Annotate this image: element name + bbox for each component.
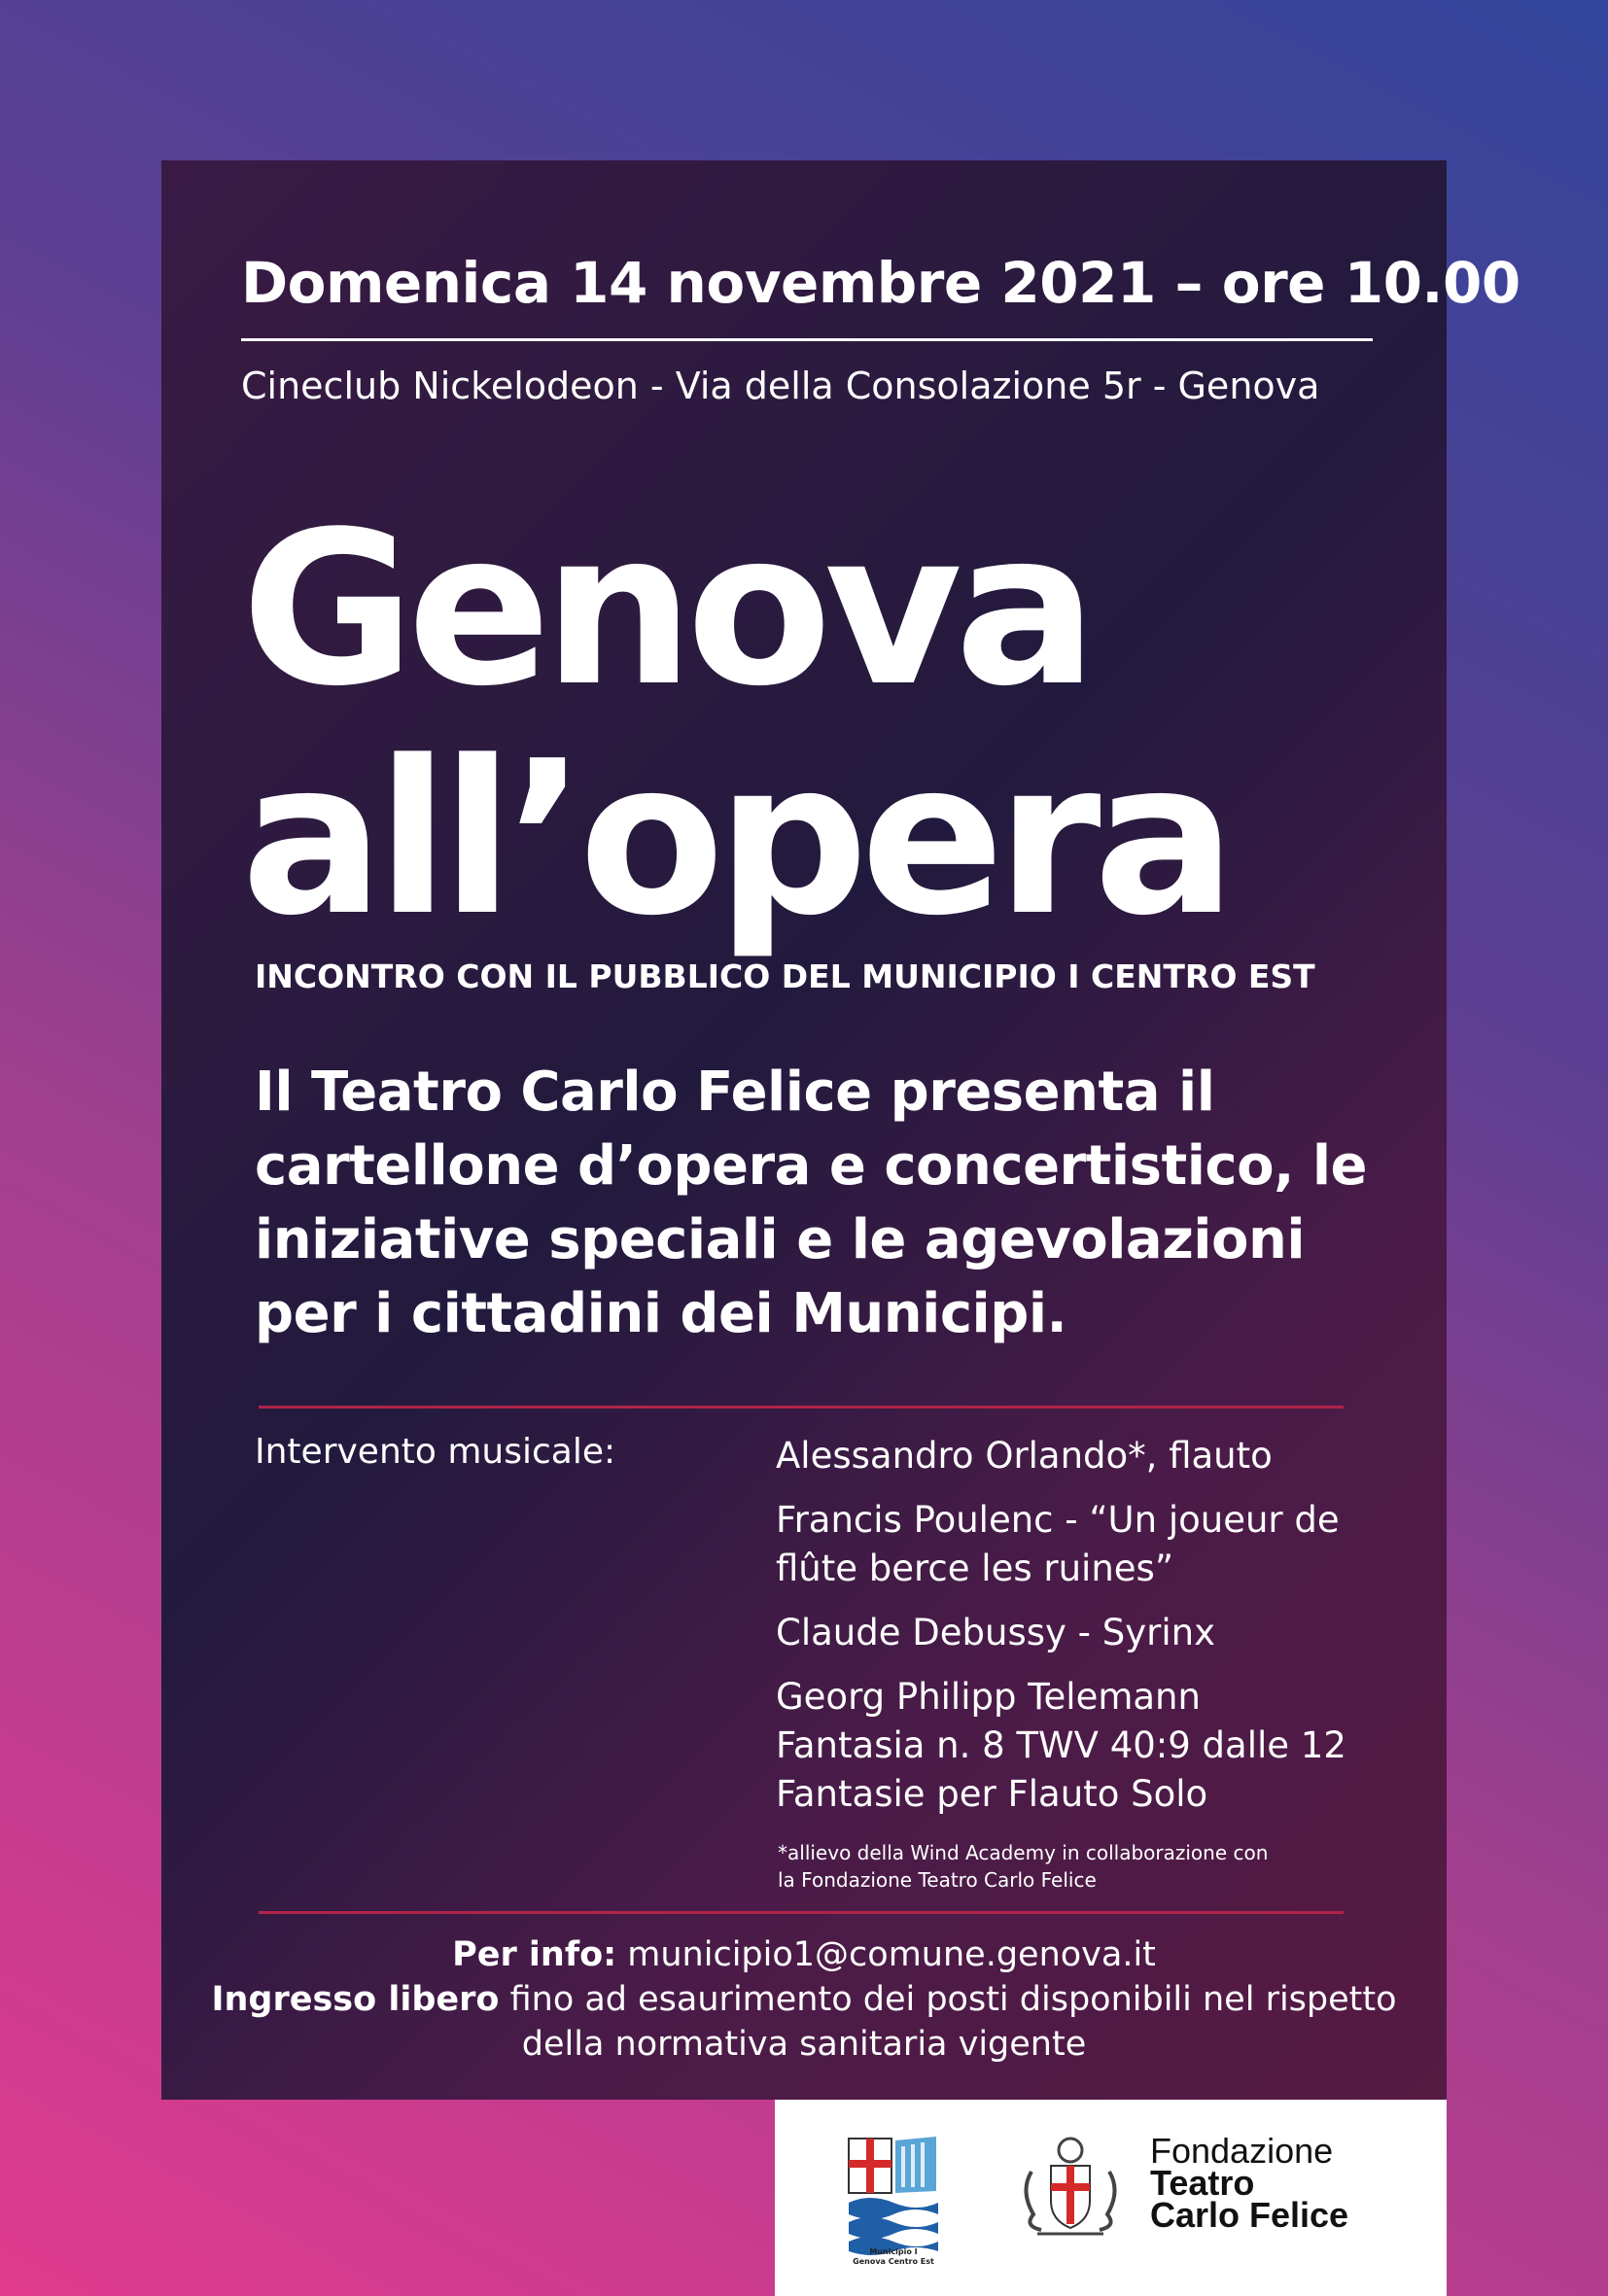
info-block — [161, 1932, 1447, 2067]
event-date: Domenica 14 novembre 2021 – ore 10.00 — [241, 250, 1521, 316]
program-performer: Alessandro Orlando*, flauto — [776, 1435, 1273, 1477]
program-piece: Claude Debussy - Syrinx — [776, 1612, 1215, 1653]
fondazione-line-3: Carlo Felice — [1150, 2195, 1349, 2235]
municipio-caption-line-2: Genova Centro Est — [853, 2257, 934, 2266]
event-venue: Cineclub Nickelodeon - Via della Consolazione 5r - Genova — [241, 365, 1320, 407]
program-list — [776, 1432, 1379, 1834]
fondazione-wordmark — [1150, 2131, 1349, 2235]
lead-text: Il Teatro Carlo Felice presenta il cartellone d’opera e concertistico, le iniziative speciali e le agevolazioni per i cittadini dei Municipi. — [255, 1061, 1368, 1345]
poster-subtitle: INCONTRO CON IL PUBBLICO DEL MUNICIPIO I CENTRO EST — [255, 957, 1315, 995]
entry-text-2: della normativa sanitaria vigente — [521, 2025, 1087, 2064]
program-label: Intervento musicale: — [255, 1432, 616, 1472]
program-footnote: *allievo della Wind Academy in collaborazione con la Fondazione Teatro Carlo Felice — [778, 1841, 1269, 1892]
info-email[interactable]: municipio1@comune.genova.it — [627, 1935, 1156, 1974]
program-divider-bottom — [259, 1911, 1344, 1914]
date-divider — [241, 338, 1373, 341]
fondazione-line-2: Teatro — [1150, 2163, 1255, 2203]
municipio-caption — [823, 2247, 963, 2267]
sponsor-logos — [775, 2100, 1447, 2296]
title-line-2: all’opera — [241, 716, 1229, 962]
program-piece: Francis Poulenc - “Un joueur de flûte berce les ruines” — [776, 1499, 1340, 1589]
entry-text: fino ad esaurimento dei posti disponibili nel rispetto — [509, 1980, 1397, 2019]
municipio-caption-line-1: Municipio I — [869, 2247, 918, 2256]
program-piece: Georg Philipp Telemann Fantasia n. 8 TWV 40:9 dalle 12 Fantasie per Flauto Solo — [776, 1676, 1346, 1815]
info-line — [161, 1932, 1447, 1977]
poster-panel — [161, 160, 1521, 2100]
genova-crest-icon — [1012, 2133, 1129, 2240]
title-line-1: Genova — [241, 487, 1090, 733]
entry-label: Ingresso libero — [211, 1980, 500, 2019]
fondazione-line-1: Fondazione — [1150, 2131, 1334, 2171]
entry-line — [161, 1977, 1447, 2022]
info-label: Per info: — [452, 1935, 617, 1974]
program-divider-top — [259, 1406, 1344, 1409]
poster-title — [241, 487, 1229, 962]
